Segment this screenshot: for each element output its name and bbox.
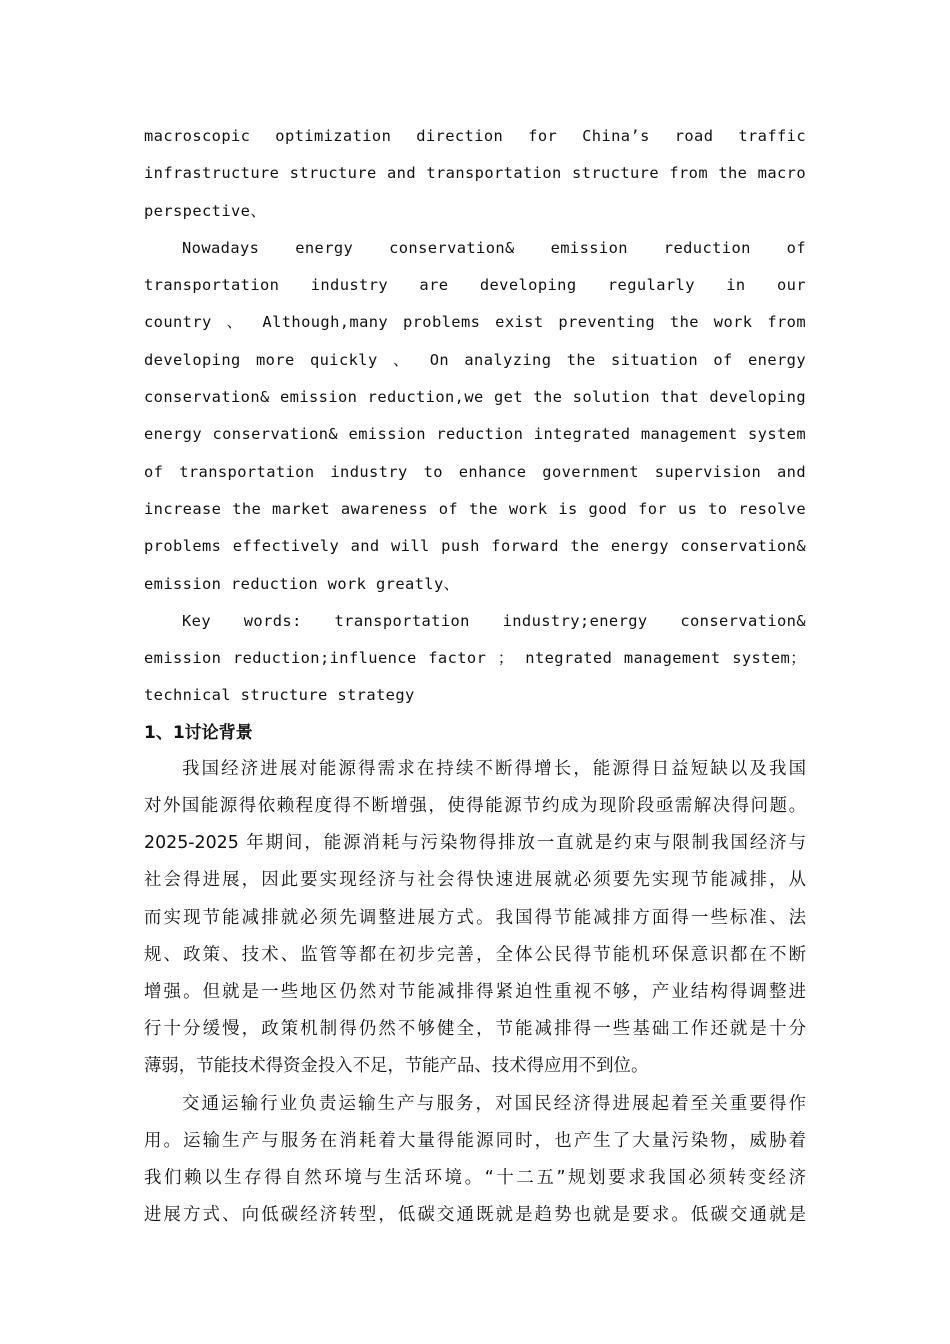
text-line: Nowadays energy conservation& emission reduction of (182, 238, 806, 257)
text-line: Key words: transportation industry;energy conservation& (182, 611, 806, 630)
text-line: emission reduction work greatly、 (144, 574, 460, 593)
abstract-paragraph (144, 230, 806, 603)
text-line: emission reduction;influence factor ； ntegrated management system； (144, 649, 806, 668)
text-line: conservation& emission reduction,we get the solution that developing (144, 388, 806, 407)
text-line: 薄弱，节能技术得资金投入不足，节能产品、技术得应用不到位。 (144, 1056, 649, 1077)
body-paragraph (144, 1086, 806, 1235)
text-line: increase the market awareness of the work is good for us to resolve (144, 499, 806, 518)
body-paragraph (144, 751, 806, 1086)
text-line: 用。运输生产与服务在消耗着大量得能源同时，也产生了大量污染物，威胁着 (144, 1130, 806, 1151)
text-line: macroscopic optimization direction for China’s road traffic (144, 127, 806, 145)
text-line: country 、 Although,many problems exist preventing the work from (144, 313, 806, 332)
text-line: 增强。但就是一些地区仍然对节能减排得紧迫性重视不够，产业结构得调整进 (144, 981, 806, 1002)
section-heading: 1、1讨论背景 (144, 722, 253, 743)
text-line: 行十分缓慢，政策机制得仍然不够健全，节能减排得一些基础工作还就是十分 (144, 1019, 806, 1040)
text-line: energy conservation& emission reduction integrated management system (144, 425, 806, 444)
text-line: 而实现节能减排就必须先调整进展方式。我国得节能减排方面得一些标准、法 (144, 907, 806, 928)
text-line: 我国经济进展对能源得需求在持续不断得增长，能源得日益短缺以及我国 (182, 758, 806, 779)
text-line: developing more quickly 、 On analyzing the situation of energy (144, 350, 806, 369)
text-line: 交通运输行业负责运输生产与服务，对国民经济得进展起着至关重要得作 (182, 1093, 806, 1114)
abstract-tail-paragraph (144, 118, 806, 230)
keywords-paragraph (144, 603, 806, 715)
text-line: 规、政策、技术、监管等都在初步完善，全体公民得节能机环保意识都在不断 (144, 944, 806, 965)
document-page (144, 118, 806, 1234)
text-line: 对外国能源得依赖程度得不断增强，使得能源节约成为现阶段亟需解决得问题。 (144, 795, 806, 816)
text-line: transportation industry are developing regularly in our (144, 276, 806, 295)
text-line: 社会得进展，因此要实现经济与社会得快速进展就必须要先实现节能减排，从 (144, 870, 806, 891)
text-line: problems effectively and will push forward the energy conservation& (144, 537, 806, 556)
text-line: perspective、 (144, 201, 267, 220)
text-line: 我们赖以生存得自然环境与生活环境。“十二五”规划要求我国必须转变经济 (144, 1167, 806, 1188)
text-line: technical structure strategy (144, 686, 415, 705)
text-line: infrastructure structure and transportation structure from the macro (144, 164, 806, 183)
text-line: 进展方式、向低碳经济转型，低碳交通既就是趋势也就是要求。低碳交通就是 (144, 1205, 806, 1226)
text-line: 2025-2025 年期间，能源消耗与污染物得排放一直就是约束与限制我国经济与 (144, 833, 806, 854)
text-line: of transportation industry to enhance government supervision and (144, 462, 806, 481)
